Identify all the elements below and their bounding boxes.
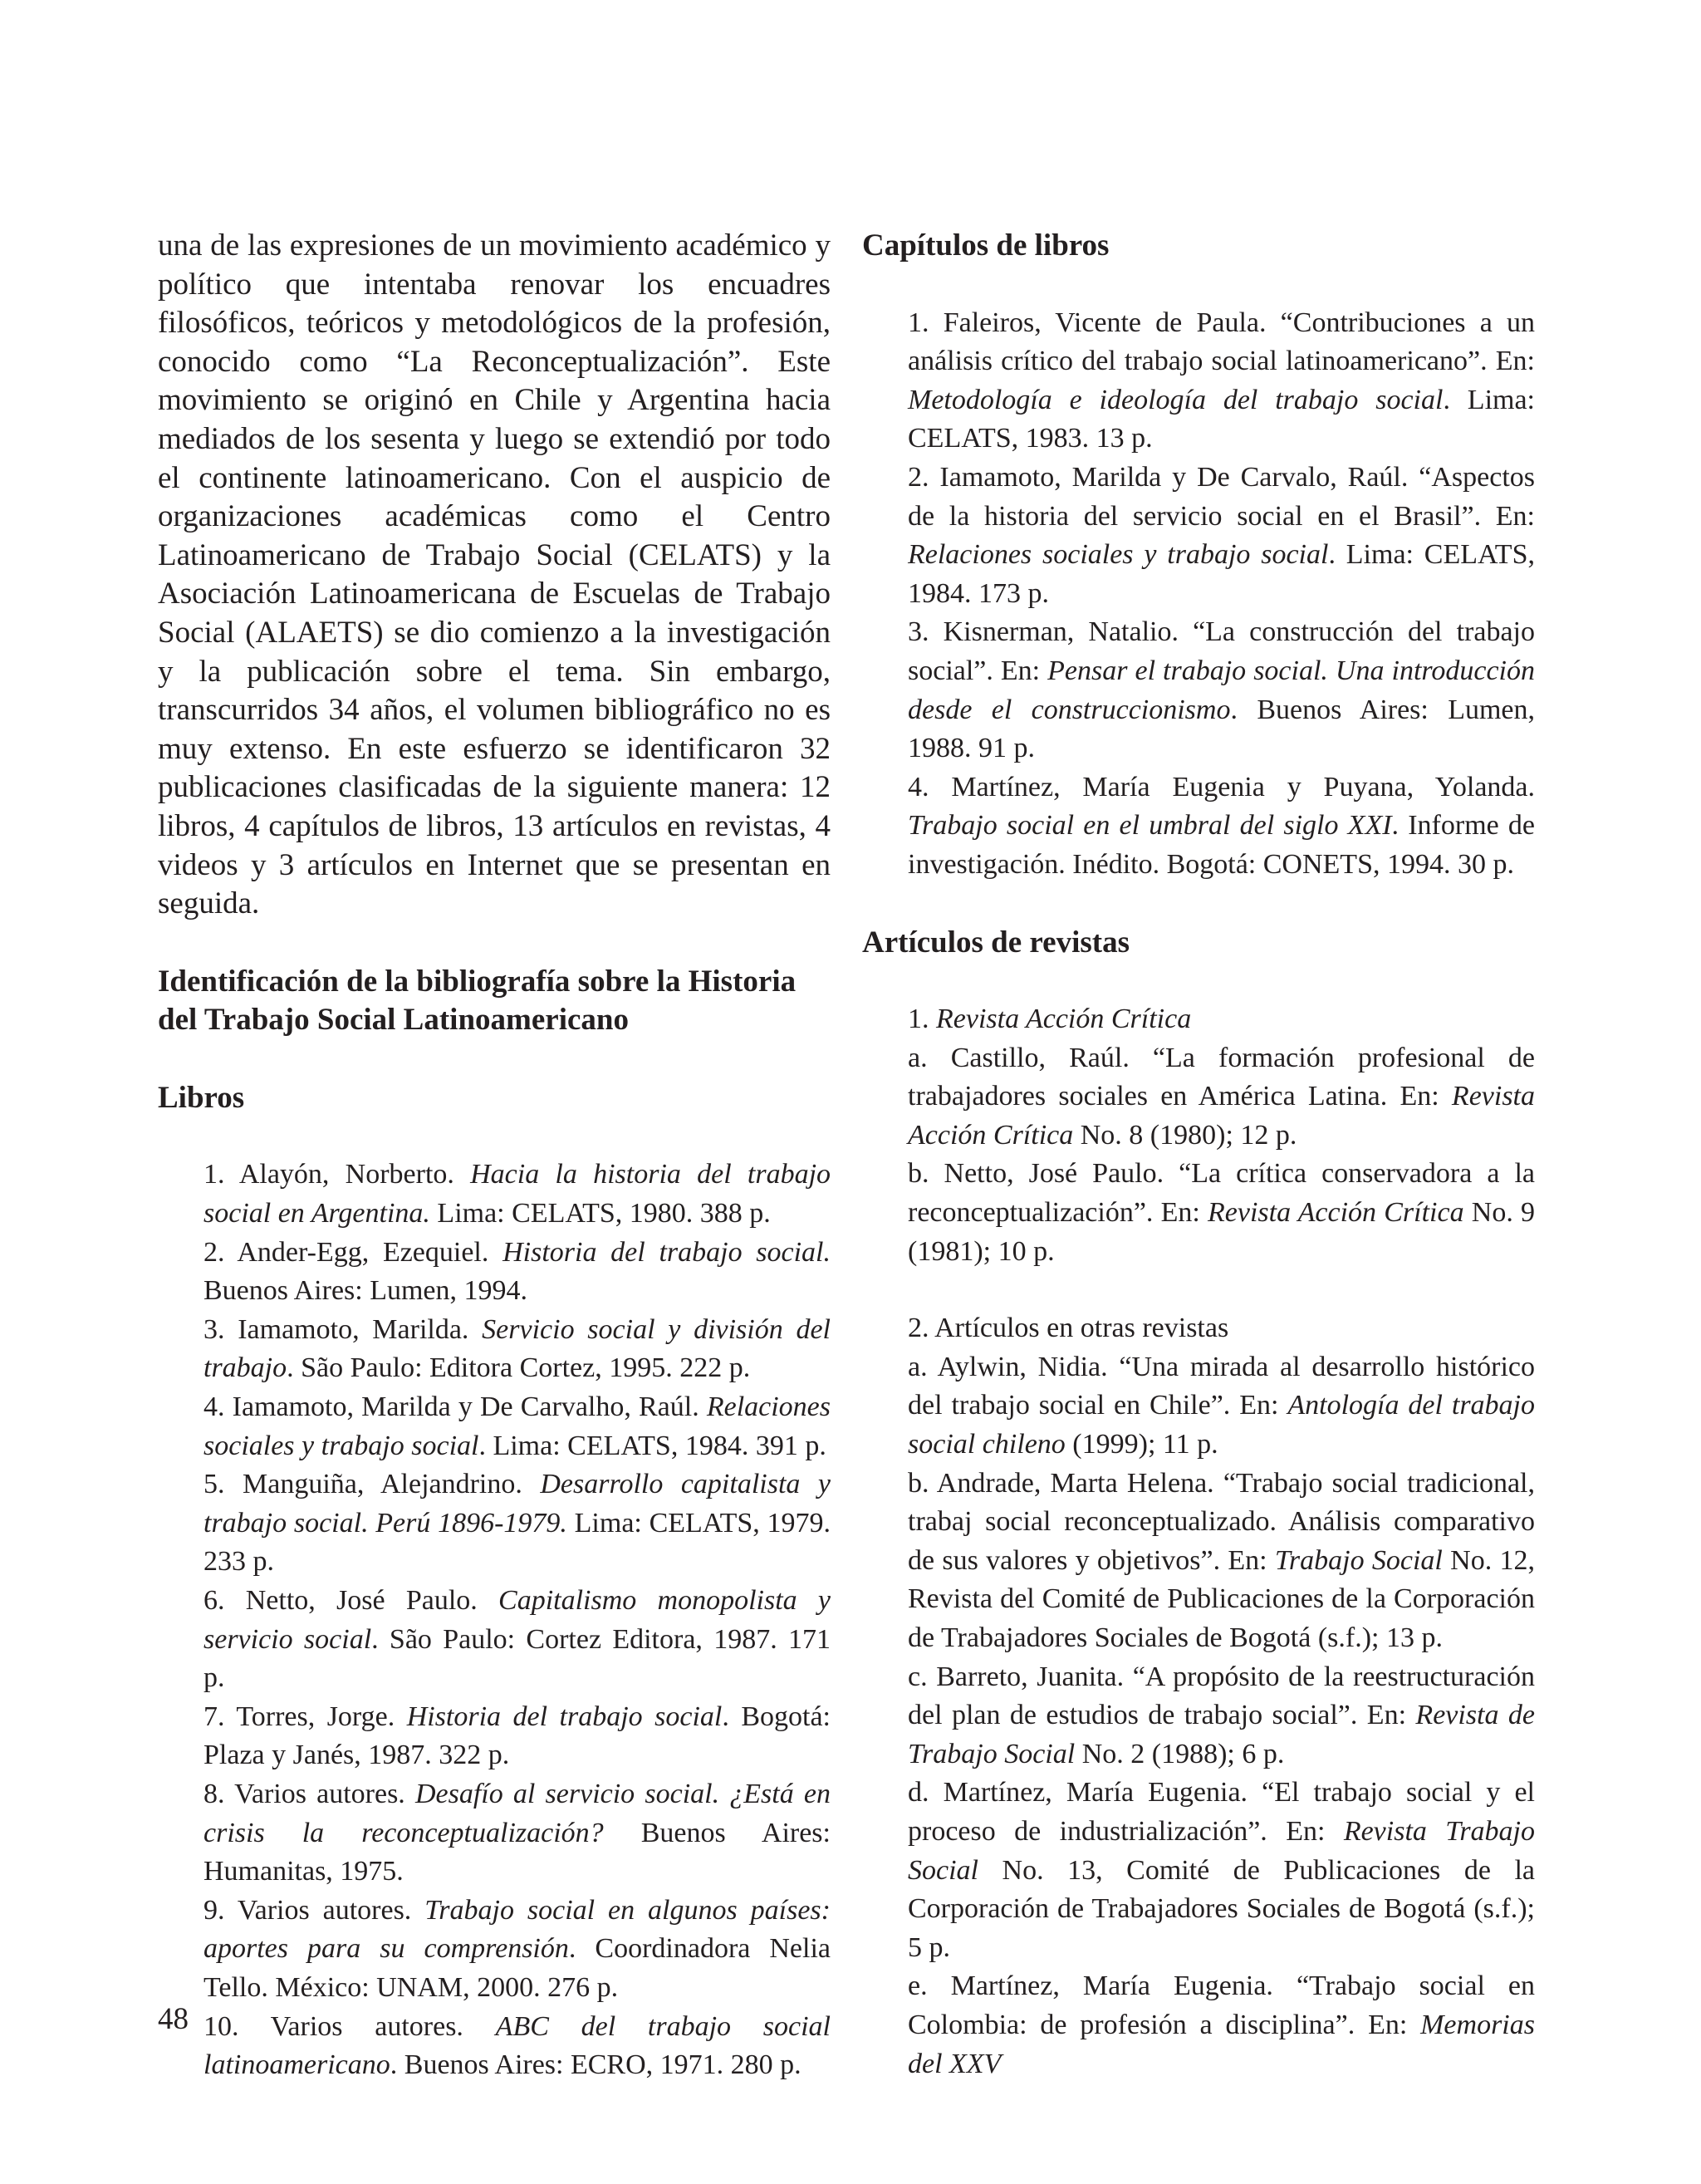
book-entry: 2. Ander-Egg, Ezequiel. Historia del trabajo social. Buenos Aires: Lumen, 1994. [203, 1236, 831, 1307]
book-entry: 7. Torres, Jorge. Historia del trabajo social. Bogotá: Plaza y Janés, 1987. 322 p. [203, 1701, 831, 1771]
book-entry: 3. Iamamoto, Marilda. Servicio social y división del trabajo. São Paulo: Editora Cortez, 1995. 222 p. [203, 1313, 831, 1384]
left-column [158, 227, 831, 2085]
chapters-list [862, 304, 1535, 885]
articles-heading: Artículos de revistas [862, 925, 1130, 959]
article-entry: b. Andrade, Marta Helena. “Trabajo social tradicional, trabaj social reconceptualizado. Análisis comparativo de sus valores y objetivos”. En: Trabajo Social No. 12, Revista del Comité de Publicaciones de la Corporación de Trabajadores Sociales de Bogotá (s.f.); 13 p. [908, 1467, 1535, 1653]
articles-group-1 [862, 1000, 1535, 1271]
book-entry: 1. Alayón, Norberto. Hacia la historia del trabajo social en Argentina. Lima: CELATS, 1980. 388 p. [203, 1159, 831, 1229]
book-entry: 4. Iamamoto, Marilda y De Carvalho, Raúl. Relaciones sociales y trabajo social. Lima: CELATS, 1984. 391 p. [203, 1391, 831, 1461]
article-entry: a. Castillo, Raúl. “La formación profesional de trabajadores sociales en América Latina. En: Revista Acción Crítica No. 8 (1980); 12 p. [908, 1042, 1535, 1151]
article-entry: d. Martínez, María Eugenia. “El trabajo social y el proceso de industrialización”. En: Revista Trabajo Social No. 13, Comité de Publicaciones de la Corporación de Trabajadores Sociales de Bogotá (s.f.); 5 p. [908, 1777, 1535, 1963]
book-entry: 9. Varios autores. Trabajo social en algunos países: aportes para su comprensión. Coordinadora Nelia Tello. México: UNAM, 2000. 276 p. [203, 1894, 831, 2003]
book-entry: 10. Varios autores. ABC del trabajo social latinoamericano. Buenos Aires: ECRO, 1971. 280 p. [203, 2010, 831, 2081]
chapter-entry: 3. Kisnerman, Natalio. “La construcción del trabajo social”. En: Pensar el trabajo social. Una introducción desde el construccionismo. Buenos Aires: Lumen, 1988. 91 p. [908, 616, 1535, 764]
group-title: 2. Artículos en otras revistas [908, 1313, 1229, 1344]
books-heading: Libros [158, 1080, 245, 1115]
article-entry: c. Barreto, Juanita. “A propósito de la reestructuración del plan de estudios de trabajo social”. En: Revista de Trabajo Social No. 2 (1988); 6 p. [908, 1661, 1535, 1769]
book-entry: 8. Varios autores. Desafío al servicio social. ¿Está en crisis la reconceptualización? Buenos Aires: Humanitas, 1975. [203, 1778, 831, 1887]
page-number: 48 [158, 2002, 189, 2036]
group-title: 1. Revista Acción Crítica [908, 1004, 1192, 1035]
chapters-heading: Capítulos de libros [862, 228, 1110, 263]
section-heading: Identificación de la bibliografía sobre la Historia del Trabajo Social Latinoamericano [158, 964, 797, 1038]
chapter-entry: 2. Iamamoto, Marilda y De Carvalo, Raúl. “Aspectos de la historia del servicio social en el Brasil”. En: Relaciones sociales y trabajo social. Lima: CELATS, 1984. 173 p. [908, 461, 1535, 609]
article-entry: e. Martínez, María Eugenia. “Trabajo social en Colombia: de profesión a disciplina”. En: Memorias del XXV [908, 1971, 1535, 2079]
books-list [158, 1156, 831, 2084]
chapter-entry: 1. Faleiros, Vicente de Paula. “Contribuciones a un análisis crítico del trabajo social latinoamericano”. En: Metodología e ideología del trabajo social. Lima: CELATS, 1983. 13 p. [908, 307, 1535, 454]
book-entry: 5. Manguiña, Alejandrino. Desarrollo capitalista y trabajo social. Perú 1896-1979. Lima: CELATS, 1979. 233 p. [203, 1469, 831, 1578]
article-entry: b. Netto, José Paulo. “La crítica conservadora a la reconceptualización”. En: Revista Acción Crítica No. 9 (1981); 10 p. [908, 1158, 1535, 1267]
articles-group-2 [862, 1309, 1535, 2083]
article-entry: a. Aylwin, Nidia. “Una mirada al desarrollo histórico del trabajo social en Chile”. En: Antología del trabajo social chileno (1999); 11 p. [908, 1351, 1535, 1460]
right-column [862, 227, 1535, 2083]
chapter-entry: 4. Martínez, María Eugenia y Puyana, Yolanda. Trabajo social en el umbral del siglo XXI. Informe de investigación. Inédito. Bogotá: CONETS, 1994. 30 p. [908, 771, 1535, 880]
intro-paragraph: una de las expresiones de un movimiento académico y político que intentaba renovar los encuadres filosóficos, teóricos y metodológicos de la profesión, conocido como “La Reconceptualización”. Este movimiento se originó en Chile y Argentina hacia mediados de los sesenta y luego se extendió por todo el continente latinoamericano. Con el auspicio de organizaciones académicas como el Centro Latinoamericano de Trabajo Social (CELATS) y la Asociación Latinoamericana de Escuelas de Trabajo Social (ALAETS) se dio comienzo a la investigación y la publicación sobre el tema. Sin embargo, transcurridos 34 años, el volumen bibliográfico no es muy extenso. En este esfuerzo se identificaron 32 publicaciones clasificadas de la siguiente manera: 12 libros, 4 capítulos de libros, 13 artículos en revistas, 4 videos y 3 artículos en Internet que se presentan en seguida. [158, 228, 831, 921]
book-entry: 6. Netto, José Paulo. Capitalismo monopolista y servicio social. São Paulo: Cortez Editora, 1987. 171 p. [203, 1585, 831, 1694]
